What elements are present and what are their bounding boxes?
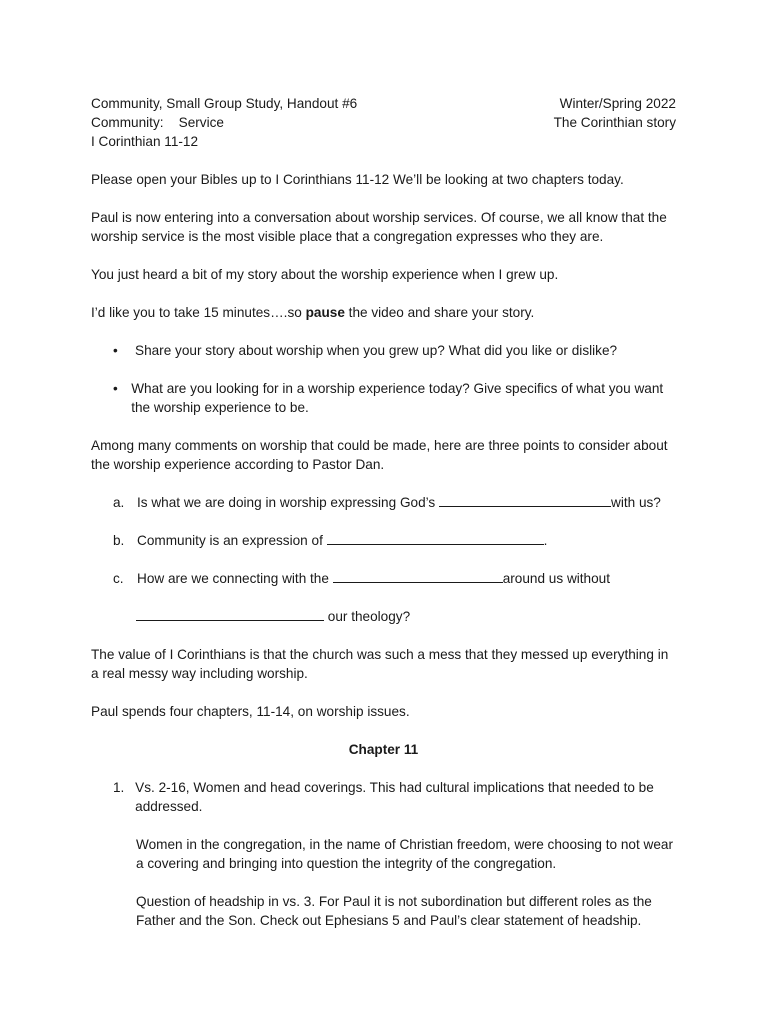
header-title: Community, Small Group Study, Handout #6 [91,96,358,111]
fill-in-blank[interactable] [333,569,503,583]
header-left [91,94,357,151]
bullet-marker: • [113,381,118,396]
header-right [554,94,676,151]
bullet-item [91,341,676,360]
fill-in-blank[interactable] [136,607,324,621]
header-topic: Community: Service [91,115,224,130]
point-marker: a. [113,495,125,510]
intro-paragraph: Please open your Bibles up to I Corinthians 11-12 We’ll be looking at two chapters today. [91,172,624,187]
header-scripture: I Corinthian 11-12 [91,134,199,149]
value-paragraph: The value of I Corinthians is that the church was such a mess that they messed up everything in a real messy way including worship. [91,647,669,681]
bullet-item [91,379,676,417]
header-season: Winter/Spring 2022 [559,96,676,111]
worship-paragraph: Paul is now entering into a conversation about worship services. Of course, we all know that the worship service is the most visible place that a congregation expresses who they are. [91,210,667,244]
bullet-text: What are you looking for in a worship experience today? Give specifics of what you want the worship experience to be. [131,381,664,415]
point-c-continued: our theology? [136,607,676,626]
pause-word: pause [305,305,345,320]
points-intro-paragraph: Among many comments on worship that could be made, here are three points to consider about the worship experience according to Pastor Dan. [91,438,668,472]
point-b: b. Community is an expression of . [113,533,548,548]
item-marker: 1. [113,780,125,795]
point-c: c. How are we connecting with the around us without [113,571,611,586]
chapters-paragraph: Paul spends four chapters, 11-14, on worship issues. [91,704,410,719]
item-subparagraph: Question of headship in vs. 3. For Paul it is not subordination but different roles as the Father and the Son. Check out Ephesians 5 and Paul’s clear statement of headship. [136,894,652,928]
pause-paragraph: I’d like you to take 15 minutes….so pause the video and share your story. [91,305,535,320]
header-series: The Corinthian story [553,115,676,130]
point-a: a. Is what we are doing in worship expressing God’s with us? [113,495,661,510]
point-marker: b. [113,533,125,548]
fill-in-blank[interactable] [327,531,544,545]
chapter-heading: Chapter 11 [348,742,419,757]
item-text: Vs. 2-16, Women and head coverings. This had cultural implications that needed to be addressed. [135,780,654,814]
document-header [91,94,676,151]
point-marker: c. [113,571,124,586]
bullet-marker: • [113,343,118,358]
item-subparagraph: Women in the congregation, in the name of Christian freedom, were choosing to not wear a covering and bringing into question the integrity of the congregation. [136,837,673,871]
story-paragraph: You just heard a bit of my story about the worship experience when I grew up. [91,267,559,282]
fill-in-blank[interactable] [439,493,611,507]
numbered-item-1 [91,778,676,816]
handout-body [91,94,676,930]
bullet-text: Share your story about worship when you grew up? What did you like or dislike? [135,343,618,358]
